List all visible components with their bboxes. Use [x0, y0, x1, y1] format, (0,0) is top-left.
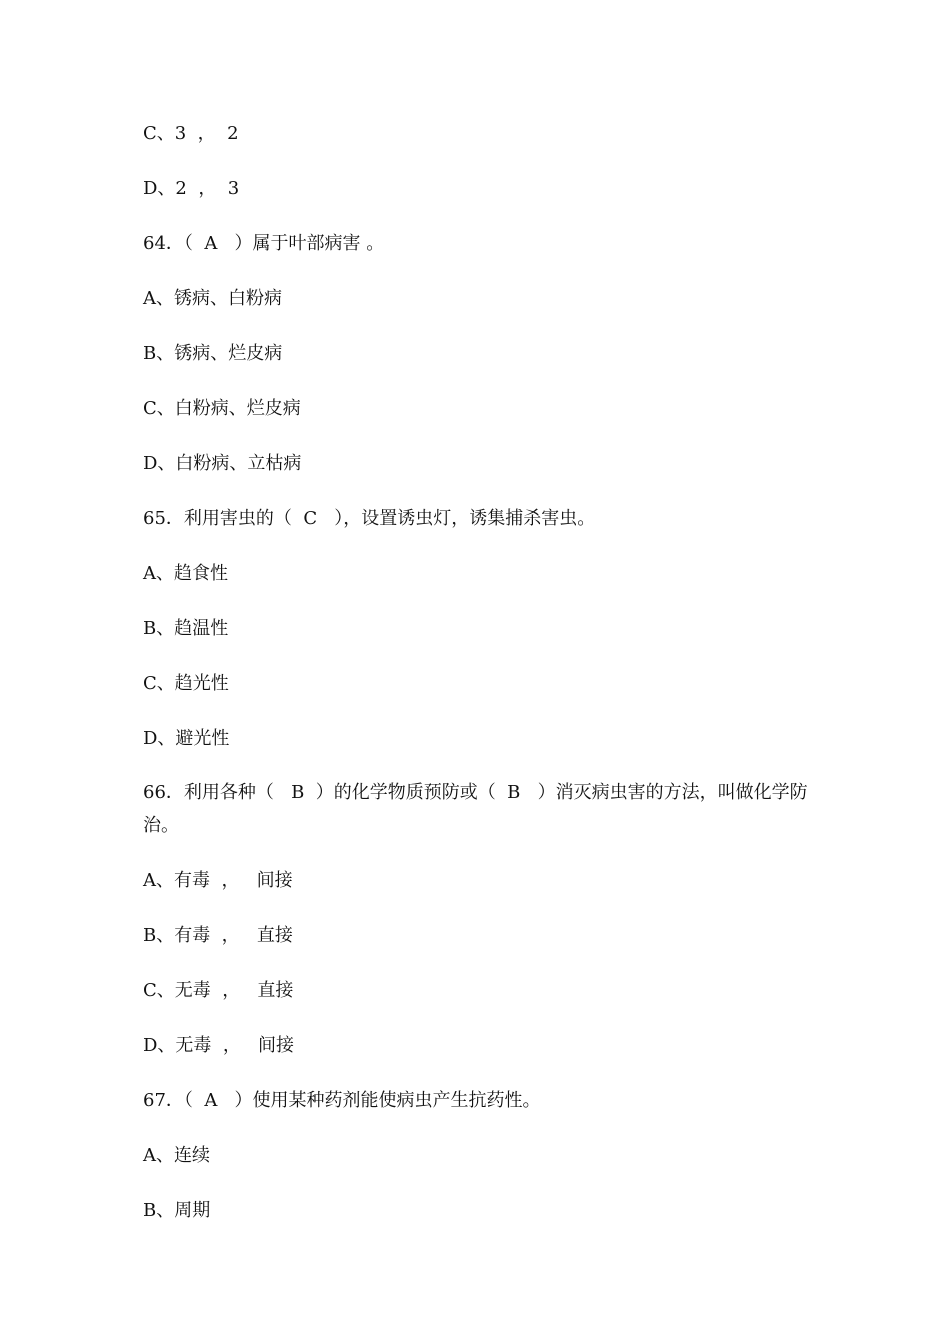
option-b-q66: B、有毒 ， 直接: [143, 925, 293, 946]
question-65: 65．利用害虫的（ C ），设置诱虫灯，诱集捕杀害虫。: [143, 508, 596, 529]
option-a-q66: A、有毒 ， 间接: [143, 870, 293, 891]
option-b-q67: B、周期: [143, 1200, 211, 1221]
option-a-q65: A、趋食性: [143, 563, 228, 584]
option-b-q64: B、锈病、烂皮病: [143, 343, 283, 364]
option-a-q64: A、锈病、白粉病: [143, 288, 282, 309]
option-b-q65: B、趋温性: [143, 618, 229, 639]
option-c-q66: C、无毒 ， 直接: [143, 980, 294, 1001]
option-c-q64: C、白粉病、烂皮病: [143, 398, 301, 419]
option-d-q64: D、白粉病、立枯病: [143, 453, 302, 474]
question-64: 64．（ A ）属于叶部病害 。: [143, 233, 385, 254]
option-c-q65: C、趋光性: [143, 673, 229, 694]
option-a-q67: A、连续: [143, 1145, 210, 1166]
option-d-q66: D、无毒 ， 间接: [143, 1035, 295, 1056]
question-67: 67．（ A ）使用某种药剂能使病虫产生抗药性。: [143, 1090, 541, 1111]
option-d-q65: D、避光性: [143, 728, 230, 749]
option-d-q63: D、2 ， 3: [143, 178, 240, 199]
question-66: 66．利用各种（ B ）的化学物质预防或（ B ）消灭病虫害的方法，叫做化学防治。: [143, 782, 808, 836]
option-c-q63: C、3 ， 2: [143, 123, 239, 144]
